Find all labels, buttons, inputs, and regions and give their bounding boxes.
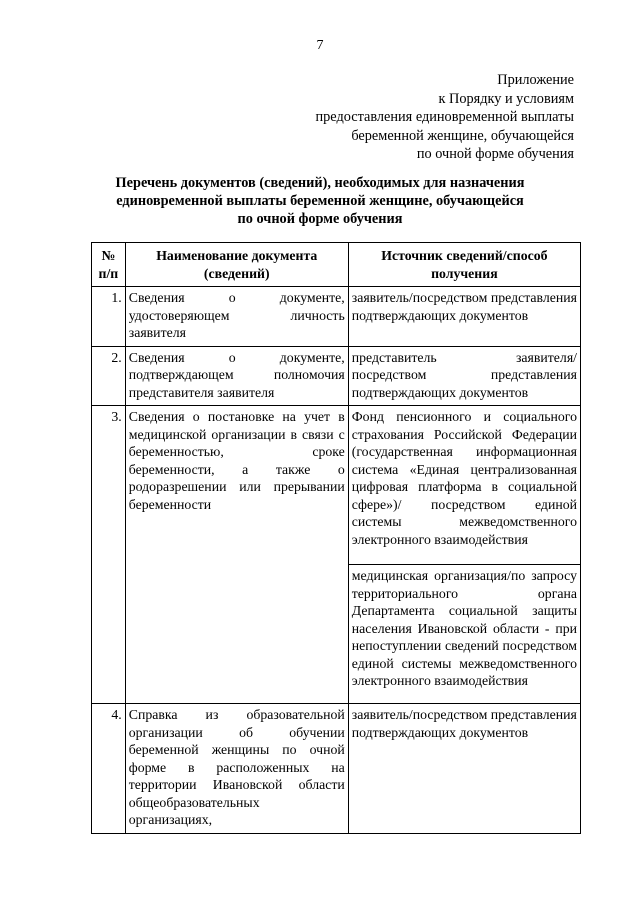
document-title <box>60 174 580 228</box>
table-row <box>92 704 581 834</box>
row-source: представитель заявителя/ посредством представления подтверждающих документов <box>348 346 580 406</box>
appendix-line: Приложение <box>497 72 574 88</box>
row-source: медицинская организация/по запросу территориального органа Департамента социальной защиты населения Ивановской области - при непоступлении сведений посредством единой системы межведомственного электронного взаимодействия <box>348 565 580 704</box>
title-line: Перечень документов (сведений), необходимых для назначения <box>115 175 525 191</box>
row-num: 1. <box>92 287 126 347</box>
table-row <box>92 287 581 347</box>
row-num: 2. <box>92 346 126 406</box>
appendix-line: к Порядку и условиям <box>438 90 574 107</box>
row-name: Сведения о документе, подтверждающем полномочия представителя заявителя <box>125 346 348 406</box>
appendix-line: предоставления единовременной выплаты <box>315 109 574 126</box>
row-source: заявитель/посредством представления подтверждающих документов <box>348 287 580 347</box>
row-name: Сведения о постановке на учет в медицинской организации в связи с беременностью, сроке беременности, а также о родоразрешении или прерывании беременности <box>125 406 348 704</box>
row-source: Фонд пенсионного и социального страхования Российской Федерации (государственная информационная система «Единая централизованная цифровая платформа в социальной сфере»)/ посредством единой системы межведомственного электронного взаимодействия <box>348 406 580 565</box>
appendix-line: беременной женщине, обучающейся <box>351 127 574 144</box>
documents-table <box>91 242 581 834</box>
table-row <box>92 406 581 565</box>
header-source: Источник сведений/способ получения <box>348 243 580 287</box>
row-source: заявитель/посредством представления подтверждающих документов <box>348 704 580 834</box>
header-num: № п/п <box>92 243 126 287</box>
row-name: Сведения о документе, удостоверяющем личность заявителя <box>125 287 348 347</box>
row-num: 4. <box>92 704 126 834</box>
title-line: единовременной выплаты беременной женщине, обучающейся <box>116 193 524 209</box>
row-name: Справка из образовательной организации об обучении беременной женщины по очной форме в расположенных на территории Ивановской области общеобразовательных организациях, <box>125 704 348 834</box>
header-name: Наименование документа (сведений) <box>125 243 348 287</box>
page-number: 7 <box>316 38 324 53</box>
title-line: по очной форме обучения <box>237 211 403 227</box>
appendix-header <box>254 71 574 164</box>
appendix-line: по очной форме обучения <box>416 146 574 163</box>
table-row <box>92 346 581 406</box>
row-num: 3. <box>92 406 126 704</box>
table-header-row <box>92 243 581 287</box>
